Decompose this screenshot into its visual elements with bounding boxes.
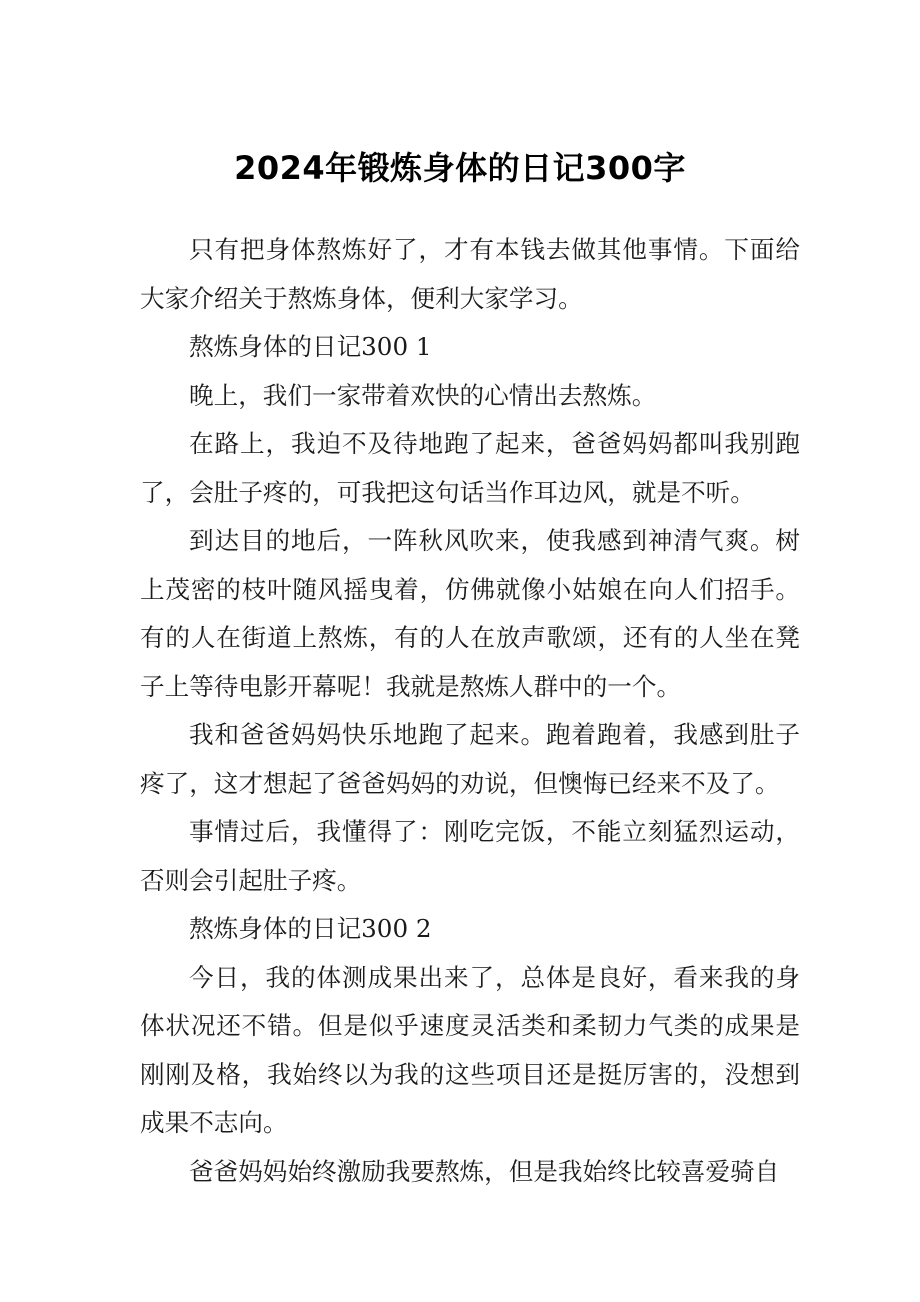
paragraph: 晚上，我们一家带着欢快的心情出去熬炼。 bbox=[189, 380, 657, 410]
paragraph: 今日，我的体测成果出来了，总体是良好，看来我的身体状况还不错。但是似乎速度灵活类和柔韧力气类的成果是刚刚及格，我始终以为我的这些项目还是挺厉害的，没想到成果不志向。 bbox=[140, 962, 800, 1137]
document-title: 2024年锻炼身体的日记300字 bbox=[234, 149, 686, 187]
document-body bbox=[140, 226, 800, 1196]
paragraph: 在路上，我迫不及待地跑了起来，爸爸妈妈都叫我别跑了，会肚子疼的，可我把这句话当作耳边风，就是不听。 bbox=[140, 429, 800, 507]
paragraph: 我和爸爸妈妈快乐地跑了起来。跑着跑着，我感到肚子疼了，这才想起了爸爸妈妈的劝说，但懊悔已经来不及了。 bbox=[140, 720, 800, 798]
section-heading-diary-1: 熬炼身体的日记300 1 bbox=[189, 332, 432, 361]
paragraph: 爸爸妈妈始终激励我要熬炼，但是我始终比较喜爱骑自 bbox=[189, 1156, 780, 1186]
paragraph: 事情过后，我懂得了：刚吃完饭，不能立刻猛烈运动，否则会引起肚子疼。 bbox=[140, 817, 800, 895]
section-heading-diary-2: 熬炼身体的日记300 2 bbox=[189, 914, 432, 943]
paragraph-intro: 只有把身体熬炼好了，才有本钱去做其他事情。下面给大家介绍关于熬炼身体，便利大家学习。 bbox=[140, 235, 800, 313]
paragraph: 到达目的地后，一阵秋风吹来，使我感到神清气爽。树上茂密的枝叶随风摇曳着，仿佛就像小姑娘在向人们招手。有的人在街道上熬炼，有的人在放声歌颂，还有的人坐在凳子上等待电影开幕呢！我就是熬炼人群中的一个。 bbox=[140, 526, 800, 701]
